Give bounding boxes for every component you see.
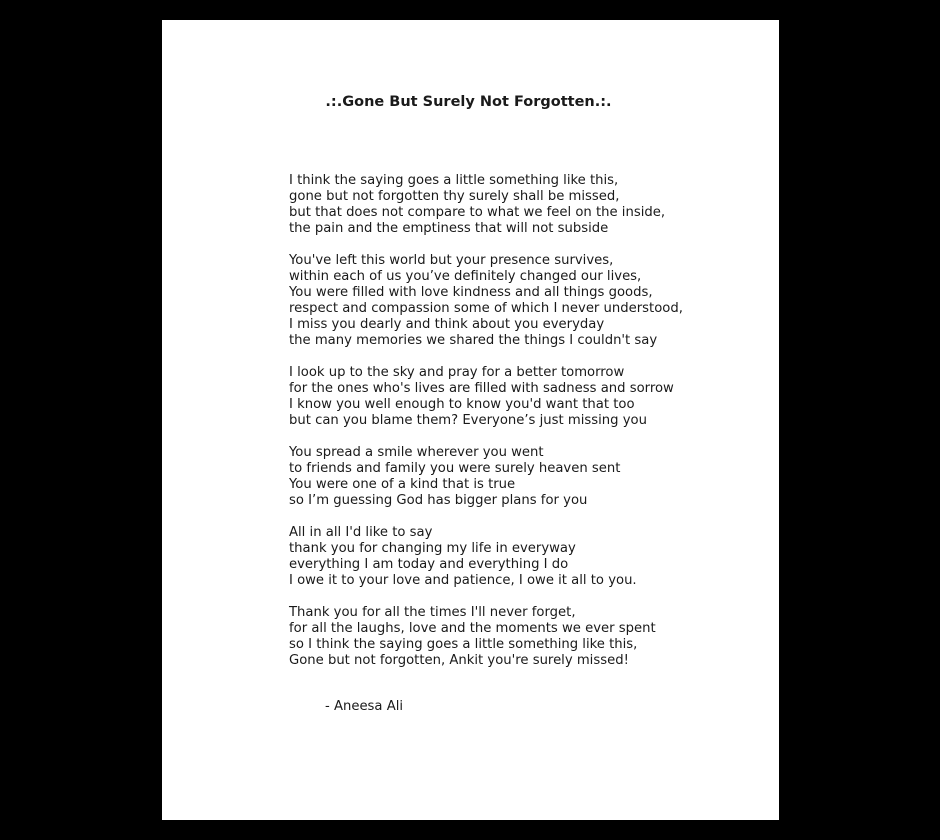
stanza — [289, 365, 769, 429]
author-signature: - Aneesa Ali — [325, 699, 404, 714]
poem-line: You were one of a kind that is true — [289, 477, 516, 492]
poem-line: You've left this world but your presence survives, — [289, 253, 614, 268]
poem-line: You spread a smile wherever you went — [289, 445, 544, 460]
stanza — [289, 605, 769, 669]
poem-line: the many memories we shared the things I couldn't say — [289, 333, 658, 348]
poem-line: I owe it to your love and patience, I owe it all to you. — [289, 573, 637, 588]
poem-line: but can you blame them? Everyone’s just missing you — [289, 413, 647, 428]
poem-line: everything I am today and everything I do — [289, 557, 569, 572]
poem-line: thank you for changing my life in everyway — [289, 541, 576, 556]
poem-line: I look up to the sky and pray for a better tomorrow — [289, 365, 625, 380]
poem-line: You were filled with love kindness and all things goods, — [289, 285, 653, 300]
poem-line: so I think the saying goes a little something like this, — [289, 637, 638, 652]
poem-line: so I’m guessing God has bigger plans for you — [289, 493, 588, 508]
stanza — [289, 445, 769, 509]
poem-line: the pain and the emptiness that will not subside — [289, 221, 609, 236]
poem-body — [289, 173, 769, 685]
poem-line: for the ones who's lives are filled with sadness and sorrow — [289, 381, 674, 396]
poem-line: to friends and family you were surely heaven sent — [289, 461, 621, 476]
poem-line: I think the saying goes a little something like this, — [289, 173, 619, 188]
stanza — [289, 525, 769, 589]
document-page — [162, 20, 779, 820]
poem-line: Gone but not forgotten, Ankit you're surely missed! — [289, 653, 629, 668]
poem-line: for all the laughs, love and the moments we ever spent — [289, 621, 656, 636]
poem-line: I miss you dearly and think about you everyday — [289, 317, 605, 332]
poem-title: .:.Gone But Surely Not Forgotten.:. — [325, 94, 612, 110]
poem-line: All in all I'd like to say — [289, 525, 433, 540]
poem-line: I know you well enough to know you'd want that too — [289, 397, 635, 412]
stanza — [289, 253, 769, 349]
poem-line: but that does not compare to what we feel on the inside, — [289, 205, 666, 220]
poem-line: gone but not forgotten thy surely shall be missed, — [289, 189, 620, 204]
poem-line: Thank you for all the times I'll never forget, — [289, 605, 576, 620]
poem-line: within each of us you’ve definitely changed our lives, — [289, 269, 642, 284]
stanza — [289, 173, 769, 237]
poem-line: respect and compassion some of which I never understood, — [289, 301, 683, 316]
